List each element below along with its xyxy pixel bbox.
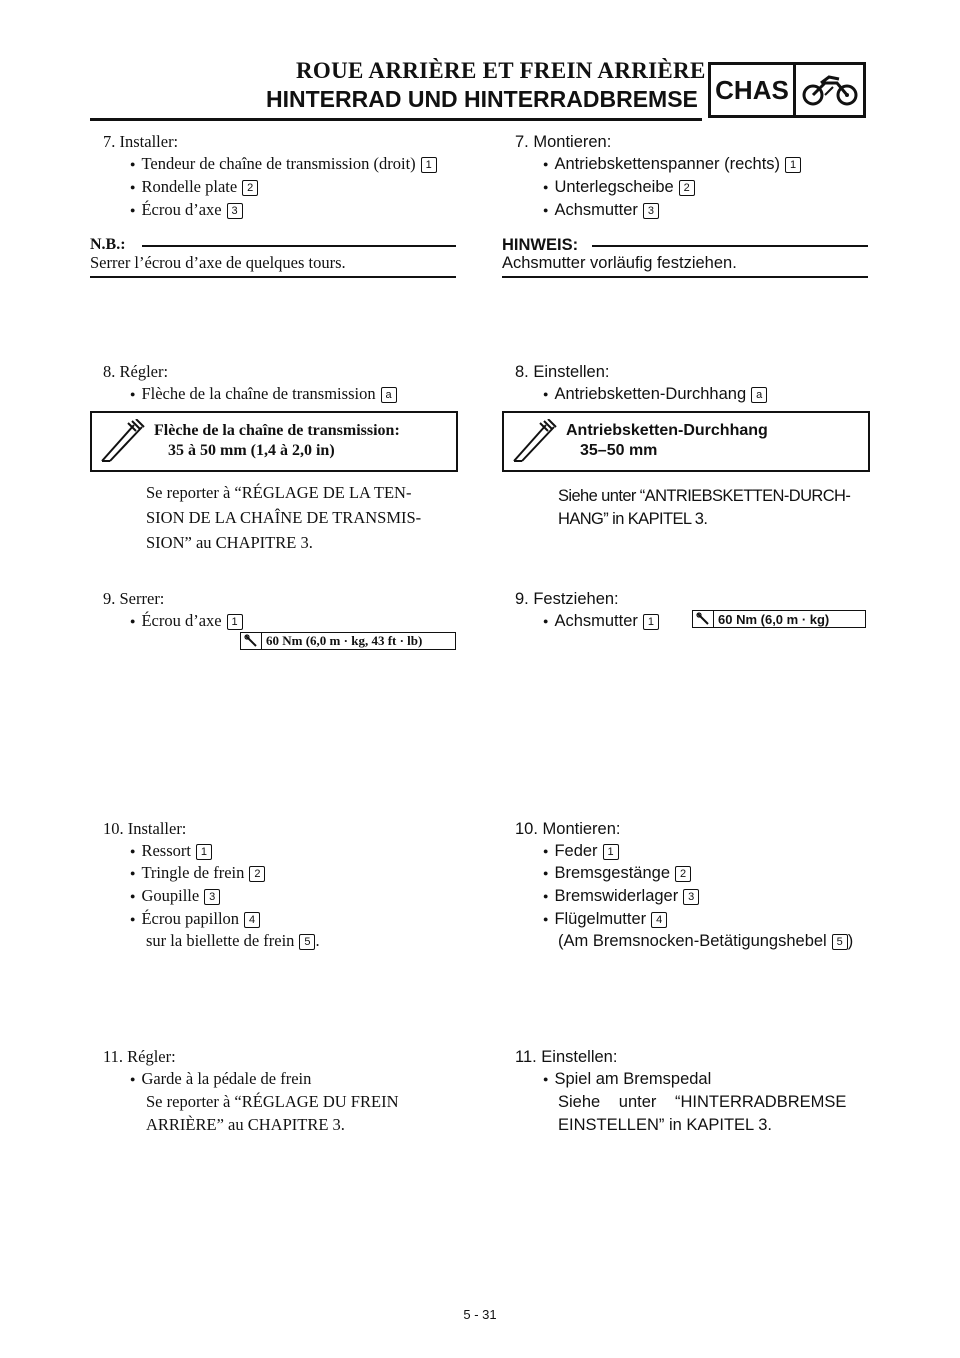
header-rule xyxy=(90,118,702,121)
caliper-icon xyxy=(92,413,154,470)
fr-spec-box xyxy=(90,411,458,472)
de-step9-heading: 9. Festziehen: xyxy=(515,590,619,608)
de-spec-title: Antriebsketten-Durchhang xyxy=(566,422,768,439)
fr-step7-item-1: ● Tendeur de chaîne de transmission (droit) 1 xyxy=(130,153,437,177)
fr-step9-item: ● Écrou d’axe 1 xyxy=(130,610,243,634)
de-step8-ref-2: HANG” in KAPITEL 3. xyxy=(558,510,708,528)
fr-step10-item-2: ● Tringle de frein 2 xyxy=(130,862,265,886)
fr-note-text: Serrer l’écrou d’axe de quelques tours. xyxy=(90,253,346,272)
fr-note-label: N.B.: xyxy=(90,236,126,253)
de-step7-heading: 7. Montieren: xyxy=(515,133,612,151)
fr-step11-item: ● Garde à la pédale de frein xyxy=(130,1068,311,1092)
fr-step7-item-3: ● Écrou d’axe 3 xyxy=(130,199,243,223)
fr-step7-heading: 7. Installer: xyxy=(103,132,179,151)
de-torque-box xyxy=(692,610,866,628)
de-note-text: Achsmutter vorläufig festziehen. xyxy=(502,254,737,272)
de-torque-value: 60 Nm (6,0 m · kg) xyxy=(718,611,830,627)
de-step10-item-4: ● Flügelmutter 4 xyxy=(543,908,667,932)
de-note-top-rule xyxy=(592,245,868,247)
fr-step10-item-4: ● Écrou papillon 4 xyxy=(130,908,260,932)
de-step10-tail: (Am Bremsnocken-Betätigungshebel 5 ) xyxy=(558,932,854,950)
wrench-icon xyxy=(241,633,262,649)
title-french: ROUE ARRIÈRE ET FREIN ARRIÈRE xyxy=(296,58,706,83)
fr-torque-value: 60 Nm (6,0 m · kg, 43 ft · lb) xyxy=(266,633,423,648)
fr-step11-heading: 11. Régler: xyxy=(103,1047,176,1066)
fr-note-top-rule xyxy=(142,245,456,247)
fr-step7-item-2: ● Rondelle plate 2 xyxy=(130,176,258,200)
de-step10-item-2: ● Bremsgestänge 2 xyxy=(543,862,691,886)
de-step10-item-1: ● Feder 1 xyxy=(543,840,619,864)
fr-torque-box xyxy=(240,632,456,650)
de-step8-item: ● Antriebsketten-Durchhang a xyxy=(543,383,767,407)
fr-step10-heading: 10. Installer: xyxy=(103,819,187,838)
fr-step8-ref-1: Se reporter à “RÉGLAGE DE LA TEN- xyxy=(146,483,412,502)
de-step7-item-1: ● Antriebskettenspanner (rechts) 1 xyxy=(543,153,801,177)
fr-step8-heading: 8. Régler: xyxy=(103,362,169,381)
de-step10-item-3: ● Bremswiderlager 3 xyxy=(543,885,699,909)
fr-step10-item-1: ● Ressort 1 xyxy=(130,840,212,864)
motorcycle-icon xyxy=(796,65,863,115)
fr-spec-title: Flèche de la chaîne de transmission: xyxy=(154,422,400,439)
de-step11-ref-2: EINSTELLEN” in KAPITEL 3. xyxy=(558,1116,772,1134)
de-step8-heading: 8. Einstellen: xyxy=(515,363,610,381)
fr-step11-ref-1: Se reporter à “RÉGLAGE DU FREIN xyxy=(146,1092,399,1111)
de-step11-heading: 11. Einstellen: xyxy=(515,1048,618,1066)
de-note-label: HINWEIS: xyxy=(502,236,579,254)
de-step11-ref-1: Siehe unter “HINTERRADBREMSE xyxy=(558,1093,847,1111)
de-step11-item: ● Spiel am Bremspedal xyxy=(543,1068,711,1092)
section-badge xyxy=(708,62,866,118)
page-number: 5 - 31 xyxy=(463,1307,497,1322)
title-german: HINTERRAD UND HINTERRADBREMSE xyxy=(266,86,698,112)
fr-step8-item: ● Flèche de la chaîne de transmission a xyxy=(130,383,397,407)
fr-step11-ref-2: ARRIÈRE” au CHAPITRE 3. xyxy=(146,1115,345,1134)
fr-spec-value: 35 à 50 mm (1,4 à 2,0 in) xyxy=(168,442,335,459)
wrench-icon xyxy=(693,611,714,627)
de-step7-item-3: ● Achsmutter 3 xyxy=(543,199,659,223)
caliper-icon xyxy=(504,413,566,470)
fr-step8-ref-3: SION” au CHAPITRE 3. xyxy=(146,533,313,552)
fr-step10-item-3: ● Goupille 3 xyxy=(130,885,220,909)
fr-step10-tail: sur la biellette de frein 5 . xyxy=(146,931,320,950)
de-step10-heading: 10. Montieren: xyxy=(515,820,621,838)
fr-note-bottom-rule xyxy=(90,276,456,278)
de-step8-ref-1: Siehe unter “ANTRIEBSKETTEN-DURCH- xyxy=(558,487,851,505)
de-step7-item-2: ● Unterlegscheibe 2 xyxy=(543,176,695,200)
de-spec-value: 35–50 mm xyxy=(580,442,658,459)
de-step9-item: ● Achsmutter 1 xyxy=(543,610,659,634)
de-note-bottom-rule xyxy=(502,276,868,278)
fr-step9-heading: 9. Serrer: xyxy=(103,589,165,608)
fr-step8-ref-2: SION DE LA CHAÎNE DE TRANSMIS- xyxy=(146,508,422,527)
de-spec-box xyxy=(502,411,870,472)
section-badge-label: CHAS xyxy=(711,65,796,115)
